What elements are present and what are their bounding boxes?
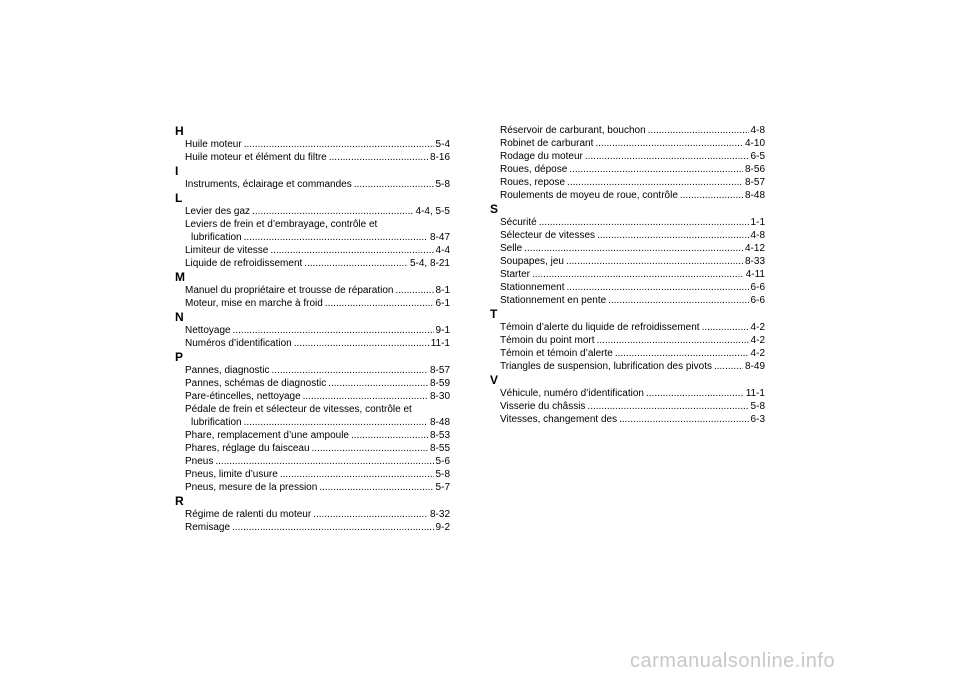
index-entry-page: 8-55 <box>429 443 450 454</box>
index-entry <box>490 281 765 294</box>
dot-leader <box>270 244 433 257</box>
index-entry <box>175 481 450 494</box>
section-letter: R <box>175 494 184 508</box>
index-entry-label: Pneus <box>185 456 214 467</box>
index-entry <box>490 229 765 242</box>
index-entry-label-line1: Pédale de frein et sélecteur de vitesses, contrôle et <box>185 404 412 415</box>
dot-leader <box>566 255 743 268</box>
index-entry <box>175 257 450 270</box>
dot-leader <box>313 508 428 521</box>
index-entry <box>175 297 450 310</box>
dot-leader <box>597 334 749 347</box>
index-entry-label: Visserie du châssis <box>500 401 586 412</box>
index-entry-label: Nettoyage <box>185 325 231 336</box>
index-entry <box>175 231 450 244</box>
index-entry <box>490 137 765 150</box>
index-entry-label: lubrification <box>191 417 242 428</box>
index-entry-page: 4-10 <box>744 138 765 149</box>
index-entry <box>490 150 765 163</box>
index-entry <box>175 468 450 481</box>
index-entry-label: Levier des gaz <box>185 206 251 217</box>
index-entry-label: Roues, repose <box>500 177 566 188</box>
index-entry-label: Instruments, éclairage et commandes <box>185 179 352 190</box>
index-entry-page: 1-1 <box>750 217 765 228</box>
index-entry <box>490 216 765 229</box>
index-entry-page: 5-4, 8-21 <box>409 258 450 269</box>
index-entry <box>175 324 450 337</box>
index-entry-page: 6-1 <box>435 298 450 309</box>
dot-leader <box>215 455 433 468</box>
index-entry <box>490 334 765 347</box>
dot-leader <box>294 337 429 350</box>
index-entry <box>490 176 765 189</box>
index-entry-page: 4-12 <box>744 243 765 254</box>
index-entry-page: 8-59 <box>429 378 450 389</box>
index-entry-label-line1: Leviers de frein et d’embrayage, contrôle et <box>185 219 378 230</box>
dot-leader <box>354 178 434 191</box>
index-entry-label: Véhicule, numéro d’identification <box>500 388 644 399</box>
dot-leader <box>244 138 434 151</box>
section-letter: I <box>175 164 179 178</box>
index-entry <box>175 284 450 297</box>
index-entry-label: Triangles de suspension, lubrification des pivots <box>500 361 712 372</box>
index-entry-page: 8-49 <box>744 361 765 372</box>
index-entry-label: Numéros d’identification <box>185 338 292 349</box>
index-entry-page: 5-8 <box>750 401 765 412</box>
dot-leader <box>232 521 434 534</box>
dot-leader <box>539 216 749 229</box>
index-entry <box>175 364 450 377</box>
index-entry-label: Vitesses, changement des <box>500 414 618 425</box>
index-entry <box>490 400 765 413</box>
index-entry-page: 5-7 <box>435 482 450 493</box>
index-column-left <box>175 124 450 534</box>
index-entry-label: Phare, remplacement d’une ampoule <box>185 430 349 441</box>
index-entry-label: Sécurité <box>500 217 537 228</box>
dot-leader <box>646 387 744 400</box>
index-entry-page: 8-30 <box>429 391 450 402</box>
dot-leader <box>395 284 433 297</box>
index-entry-label: Pannes, diagnostic <box>185 365 270 376</box>
section-letter: M <box>175 270 185 284</box>
dot-leader <box>252 205 413 218</box>
dot-leader <box>312 442 428 455</box>
index-entry <box>175 455 450 468</box>
dot-leader <box>328 377 428 390</box>
index-entry-label: Témoin du point mort <box>500 335 595 346</box>
dot-leader <box>280 468 434 481</box>
index-entry-page: 8-56 <box>744 164 765 175</box>
dot-leader <box>319 481 433 494</box>
index-entry <box>490 321 765 334</box>
index-entry <box>490 413 765 426</box>
index-entry-page: 9-1 <box>435 325 450 336</box>
index-entry <box>175 429 450 442</box>
index-entry-page: 6-6 <box>750 295 765 306</box>
index-entry-page: 5-8 <box>435 469 450 480</box>
index-entry <box>490 360 765 373</box>
index-entry-page: 6-3 <box>750 414 765 425</box>
index-entry-label: Pare-étincelles, nettoyage <box>185 391 301 402</box>
index-entry-label: Starter <box>500 269 531 280</box>
dot-leader <box>619 413 748 426</box>
index-entry <box>175 138 450 151</box>
index-entry-page: 4-2 <box>750 348 765 359</box>
dot-leader <box>714 360 743 373</box>
dot-leader <box>233 324 434 337</box>
index-entry-page: 9-2 <box>435 522 450 533</box>
index-entry <box>490 347 765 360</box>
section-letter: S <box>490 202 499 216</box>
dot-leader <box>587 400 748 413</box>
index-entry-label: Huile moteur <box>185 139 242 150</box>
index-entry <box>175 377 450 390</box>
index-entry-page: 8-48 <box>429 417 450 428</box>
index-entry-label: Remisage <box>185 522 231 533</box>
index-entry-label: Rodage du moteur <box>500 151 583 162</box>
section-letter: P <box>175 350 184 364</box>
dot-leader <box>532 268 744 281</box>
index-entry <box>175 390 450 403</box>
dot-leader <box>702 321 749 334</box>
index-entry-page: 5-6 <box>435 456 450 467</box>
index-entry <box>490 268 765 281</box>
index-entry-label: Roulements de moyeu de roue, contrôle <box>500 190 678 201</box>
section-letter: N <box>175 310 184 324</box>
index-entry-label: Pneus, mesure de la pression <box>185 482 318 493</box>
index-column-right <box>490 124 765 426</box>
index-entry-label: Phares, réglage du faisceau <box>185 443 310 454</box>
index-entry-label: Régime de ralenti du moteur <box>185 509 312 520</box>
dot-leader <box>303 390 428 403</box>
dot-leader <box>585 150 749 163</box>
index-entry-page: 4-8 <box>750 125 765 136</box>
index-entry <box>490 255 765 268</box>
watermark-text: carmanualsonline.info <box>630 650 836 672</box>
index-entry <box>175 521 450 534</box>
index-entry-page: 8-32 <box>429 509 450 520</box>
index-entry-label: Soupapes, jeu <box>500 256 564 267</box>
index-entry-label: Témoin d’alerte du liquide de refroidissement <box>500 322 700 333</box>
index-entry-page: 11-1 <box>430 338 450 349</box>
index-entry-page: 8-1 <box>435 285 450 296</box>
index-entry-label: lubrification <box>191 232 242 243</box>
index-entry-page: 4-4 <box>435 245 450 256</box>
index-entry <box>175 244 450 257</box>
index-entry-page: 6-5 <box>750 151 765 162</box>
index-entry <box>175 337 450 350</box>
index-entry <box>490 163 765 176</box>
index-entry <box>175 178 450 191</box>
dot-leader <box>569 163 743 176</box>
index-entry-label: Pannes, schémas de diagnostic <box>185 378 327 389</box>
index-entry-page: 8-16 <box>429 152 450 163</box>
dot-leader <box>329 151 428 164</box>
section-letter: V <box>490 373 499 387</box>
section-letter: L <box>175 191 183 205</box>
index-entry-page: 4-2 <box>750 322 765 333</box>
index-entry-page: 6-6 <box>750 282 765 293</box>
index-entry <box>490 387 765 400</box>
index-entry-page: 8-33 <box>744 256 765 267</box>
dot-leader <box>351 429 428 442</box>
dot-leader <box>567 281 749 294</box>
dot-leader <box>244 416 428 429</box>
dot-leader <box>680 189 743 202</box>
index-entry-label: Selle <box>500 243 523 254</box>
index-entry-page: 4-4, 5-5 <box>415 206 450 217</box>
index-entry-label: Robinet de carburant <box>500 138 594 149</box>
index-entry <box>175 442 450 455</box>
section-letter: T <box>490 307 498 321</box>
index-entry-label: Pneus, limite d’usure <box>185 469 278 480</box>
dot-leader <box>304 257 408 270</box>
index-entry-label: Roues, dépose <box>500 164 568 175</box>
index-entry-page: 5-4 <box>435 139 450 150</box>
index-entry <box>175 508 450 521</box>
index-entry-label: Sélecteur de vitesses <box>500 230 596 241</box>
index-entry-label: Liquide de refroidissement <box>185 258 303 269</box>
dot-leader <box>597 229 748 242</box>
index-entry-page: 5-8 <box>435 179 450 190</box>
index-entry-label: Manuel du propriétaire et trousse de réparation <box>185 285 394 296</box>
index-entry-label: Stationnement en pente <box>500 295 607 306</box>
index-entry-label: Huile moteur et élément du filtre <box>185 152 327 163</box>
index-entry <box>175 416 450 429</box>
index-entry <box>490 294 765 307</box>
dot-leader <box>595 137 743 150</box>
index-entry-label: Limiteur de vitesse <box>185 245 269 256</box>
dot-leader <box>244 231 428 244</box>
index-entry-page: 8-48 <box>744 190 765 201</box>
dot-leader <box>608 294 748 307</box>
dot-leader <box>648 124 749 137</box>
index-entry-page: 8-57 <box>429 365 450 376</box>
index-entry-page: 4-11 <box>745 269 765 280</box>
index-entry <box>490 124 765 137</box>
index-entry <box>490 242 765 255</box>
dot-leader <box>325 297 434 310</box>
dot-leader <box>524 242 743 255</box>
index-entry-page: 8-53 <box>429 430 450 441</box>
index-entry-page: 8-57 <box>744 177 765 188</box>
dot-leader <box>272 364 428 377</box>
index-entry-label: Réservoir de carburant, bouchon <box>500 125 646 136</box>
index-entry-label: Stationnement <box>500 282 565 293</box>
index-entry <box>175 205 450 218</box>
index-entry-page: 11-1 <box>745 388 765 399</box>
index-entry <box>175 151 450 164</box>
dot-leader <box>615 347 749 360</box>
index-entry-page: 4-8 <box>750 230 765 241</box>
index-entry-page: 4-2 <box>750 335 765 346</box>
dot-leader <box>567 176 743 189</box>
section-letter: H <box>175 124 184 138</box>
index-entry <box>490 189 765 202</box>
index-entry-label: Témoin et témoin d’alerte <box>500 348 613 359</box>
index-entry-label: Moteur, mise en marche à froid <box>185 298 323 309</box>
index-entry-page: 8-47 <box>429 232 450 243</box>
